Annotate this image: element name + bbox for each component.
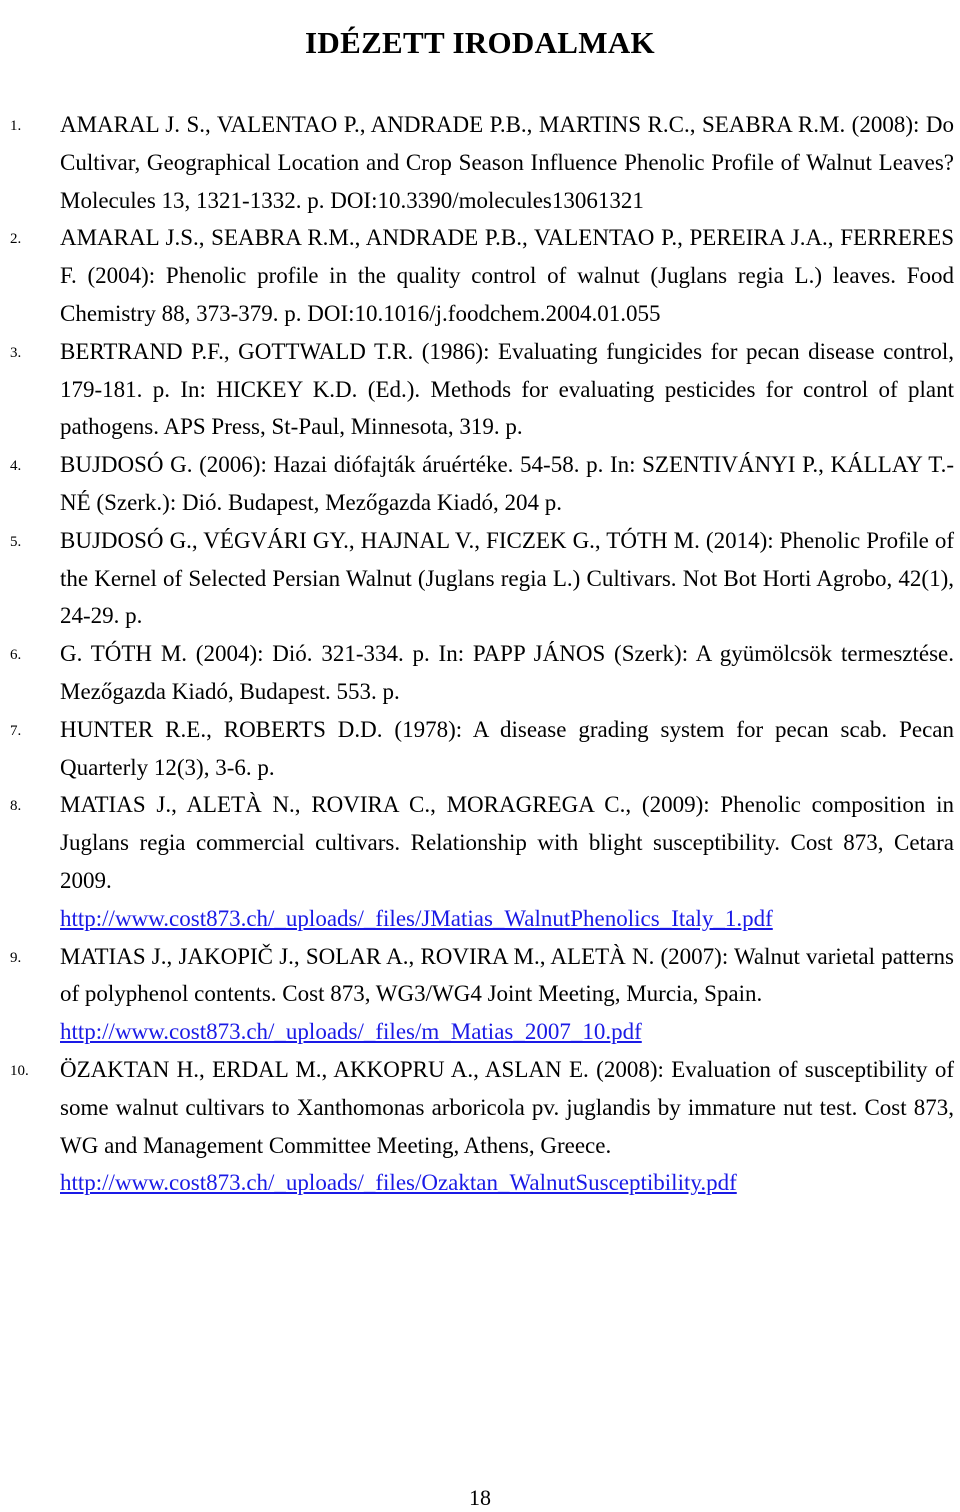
reference-link[interactable]: http://www.cost873.ch/_uploads/_files/JMatias_WalnutPhenolics_Italy_1.pdf: [60, 905, 773, 931]
reference-number: 4.: [10, 458, 22, 475]
reference-item: [0, 522, 960, 635]
reference-text: AMARAL J.S., SEABRA R.M., ANDRADE P.B., VALENTAO P., PEREIRA J.A., FERRERES F. (2004): Phenolic profile in the quality control of walnut (Juglans regia L.) leaves. Food Chemistry 88, 373-379. p. DOI:10.1016/j.foodchem.2004.01.055: [60, 225, 954, 326]
reference-item: [0, 711, 960, 787]
reference-item: [0, 1051, 960, 1202]
reference-item: [0, 219, 960, 332]
page-title: IDÉZETT IRODALMAK: [305, 24, 655, 60]
reference-text: BUJDOSÓ G. (2006): Hazai diófajták áruértéke. 54-58. p. In: SZENTIVÁNYI P., KÁLLAY T.-NÉ (Szerk.): Dió. Budapest, Mezőgazda Kiadó, 204 p.: [60, 452, 954, 515]
reference-text: ÖZAKTAN H., ERDAL M., AKKOPRU A., ASLAN E. (2008): Evaluation of susceptibility of some walnut cultivars to Xanthomonas arboricola pv. juglandis by immature nut test. Cost 873, WG and Management Committee Meeting, Athens, Greece.: [60, 1056, 954, 1158]
reference-item: [0, 446, 960, 522]
reference-text: BUJDOSÓ G., VÉGVÁRI GY., HAJNAL V., FICZEK G., TÓTH M. (2014): Phenolic Profile of the Kernel of Selected Persian Walnut (Juglans regia L.) Cultivars. Not Bot Horti Agrobo, 42(1), 24-29. p.: [60, 527, 954, 629]
reference-list: [0, 106, 960, 1202]
reference-text: BERTRAND P.F., GOTTWALD T.R. (1986): Evaluating fungicides for pecan disease control, 179-181. p. In: HICKEY K.D. (Ed.). Methods for evaluating pesticides for control of plant pathogens. APS Press, St-Paul, Minnesota, 319. p.: [60, 338, 954, 440]
reference-text: HUNTER R.E., ROBERTS D.D. (1978): A disease grading system for pecan scab. Pecan Quarterly 12(3), 3-6. p.: [60, 716, 954, 780]
reference-link[interactable]: http://www.cost873.ch/_uploads/_files/Ozaktan_WalnutSusceptibility.pdf: [60, 1170, 737, 1196]
reference-item: [0, 786, 960, 937]
reference-number: 5.: [10, 533, 22, 550]
reference-number: 10.: [10, 1062, 29, 1079]
reference-text: AMARAL J. S., VALENTAO P., ANDRADE P.B., MARTINS R.C., SEABRA R.M. (2008): Do Cultivar, Geographical Location and Crop Season Influence Phenolic Profile of Walnut Leaves? Molecules 13, 1321-1332. p. DOI:10.3390/molecules13061321: [60, 112, 954, 213]
reference-item: [0, 635, 960, 711]
reference-number: 3.: [10, 344, 22, 361]
reference-number: 9.: [10, 949, 22, 966]
reference-text: G. TÓTH M. (2004): Dió. 321-334. p. In: PAPP JÁNOS (Szerk): A gyümölcsök termesztése. Mezőgazda Kiadó, Budapest. 553. p.: [60, 641, 954, 704]
reference-item: [0, 106, 960, 219]
reference-item: [0, 938, 960, 1051]
reference-number: 2.: [10, 231, 22, 248]
reference-number: 6.: [10, 647, 22, 664]
reference-number: 1.: [10, 118, 22, 134]
reference-item: [0, 333, 960, 446]
reference-number: 7.: [10, 722, 22, 739]
page-number: 18: [469, 1485, 491, 1510]
reference-number: 8.: [10, 798, 22, 815]
reference-text: MATIAS J., ALETÀ N., ROVIRA C., MORAGREGA C., (2009): Phenolic composition in Juglans regia commercial cultivars. Relationship with blight susceptibility. Cost 873, Cetara 2009.: [60, 792, 954, 893]
reference-text: MATIAS J., JAKOPIČ J., SOLAR A., ROVIRA M., ALETÀ N. (2007): Walnut varietal patterns of polyphenol contents. Cost 873, WG3/WG4 Joint Meeting, Murcia, Spain.: [60, 943, 954, 1007]
reference-link[interactable]: http://www.cost873.ch/_uploads/_files/m_Matias_2007_10.pdf: [60, 1019, 642, 1045]
